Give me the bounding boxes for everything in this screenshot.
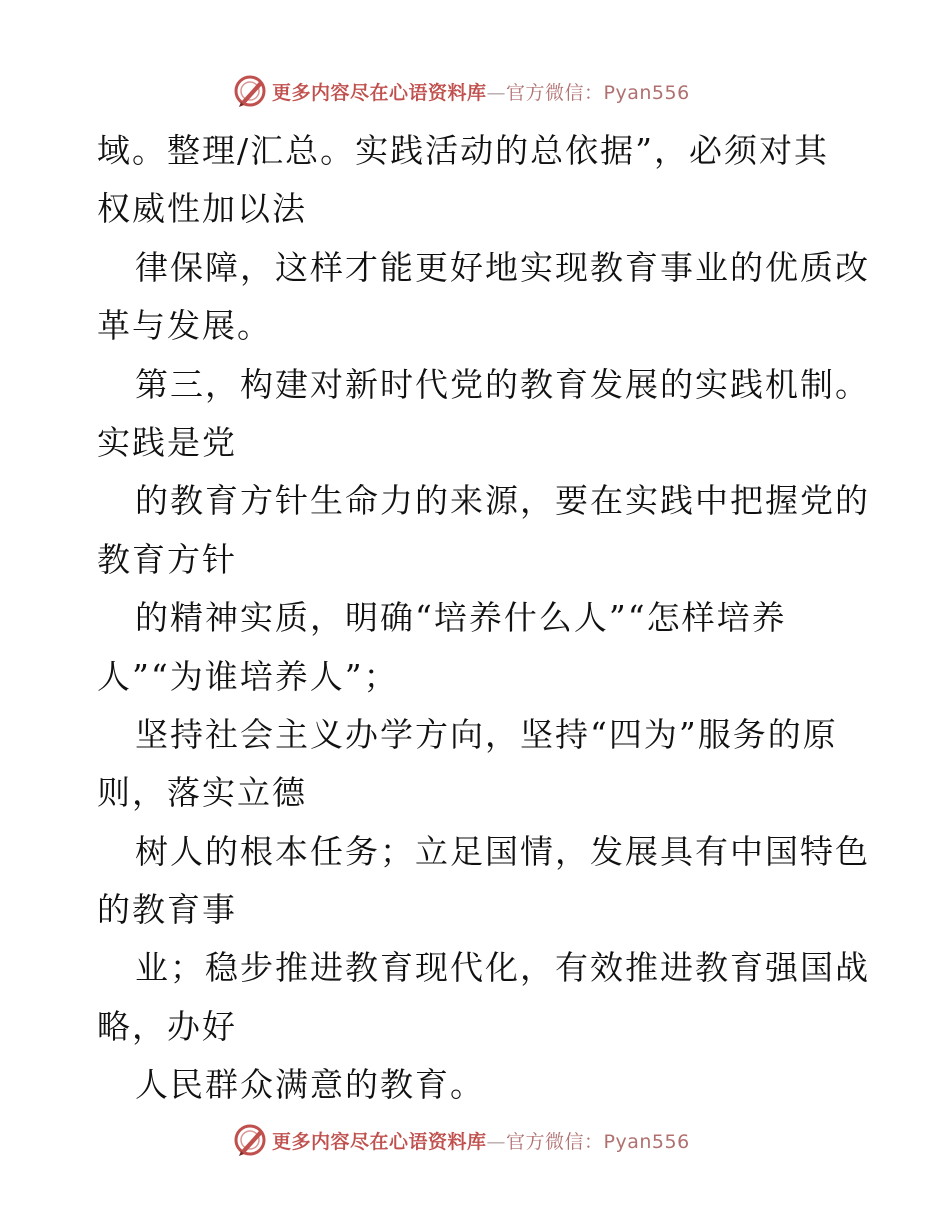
text-line: 的教育事 bbox=[97, 890, 237, 930]
banner-dash: — bbox=[486, 81, 507, 104]
text-line: 则，落实立德 bbox=[97, 773, 307, 813]
banner-main-text: 更多内容尽在心语资料库 bbox=[272, 1130, 487, 1153]
banner-text bbox=[272, 78, 690, 105]
text-line: 权威性加以法 bbox=[97, 189, 307, 229]
text-line: 的教育方针生命力的来源，要在实践中把握党的 bbox=[135, 481, 870, 521]
text-line: 业；稳步推进教育现代化，有效推进教育强国战 bbox=[135, 948, 870, 988]
text-line: 人”“为谁培养人”； bbox=[97, 656, 399, 696]
text-line: 坚持社会主义办学方向，坚持“四为”服务的原 bbox=[135, 714, 838, 754]
text-line: 树人的根本任务；立足国情，发展具有中国特色 bbox=[135, 831, 870, 871]
text-line: 略，办好 bbox=[97, 1006, 237, 1046]
text-line: 第三，构建对新时代党的教育发展的实践机制。 bbox=[135, 364, 870, 404]
pen-logo-icon bbox=[232, 1122, 268, 1158]
banner-main-text: 更多内容尽在心语资料库 bbox=[272, 81, 487, 104]
banner-text bbox=[272, 1127, 690, 1154]
banner-dash: — bbox=[486, 1130, 507, 1153]
banner-wechat-text: 官方微信：Pyan556 bbox=[506, 1130, 690, 1153]
pen-logo-icon bbox=[232, 73, 268, 109]
text-line: 实践是党 bbox=[97, 422, 237, 462]
footer-banner bbox=[232, 1120, 752, 1160]
text-line: 教育方针 bbox=[97, 539, 237, 579]
text-line: 域。整理/汇总。实践活动的总依据”，必须对其 bbox=[97, 131, 829, 170]
banner-wechat-text: 官方微信：Pyan556 bbox=[506, 81, 690, 104]
document-body bbox=[97, 122, 877, 1115]
text-line: 革与发展。 bbox=[97, 306, 272, 346]
header-banner bbox=[232, 71, 752, 111]
text-line: 的精神实质，明确“培养什么人”“怎样培养 bbox=[135, 598, 787, 638]
text-line: 律保障，这样才能更好地实现教育事业的优质改 bbox=[135, 247, 870, 287]
text-line: 人民群众满意的教育。 bbox=[135, 1065, 485, 1105]
